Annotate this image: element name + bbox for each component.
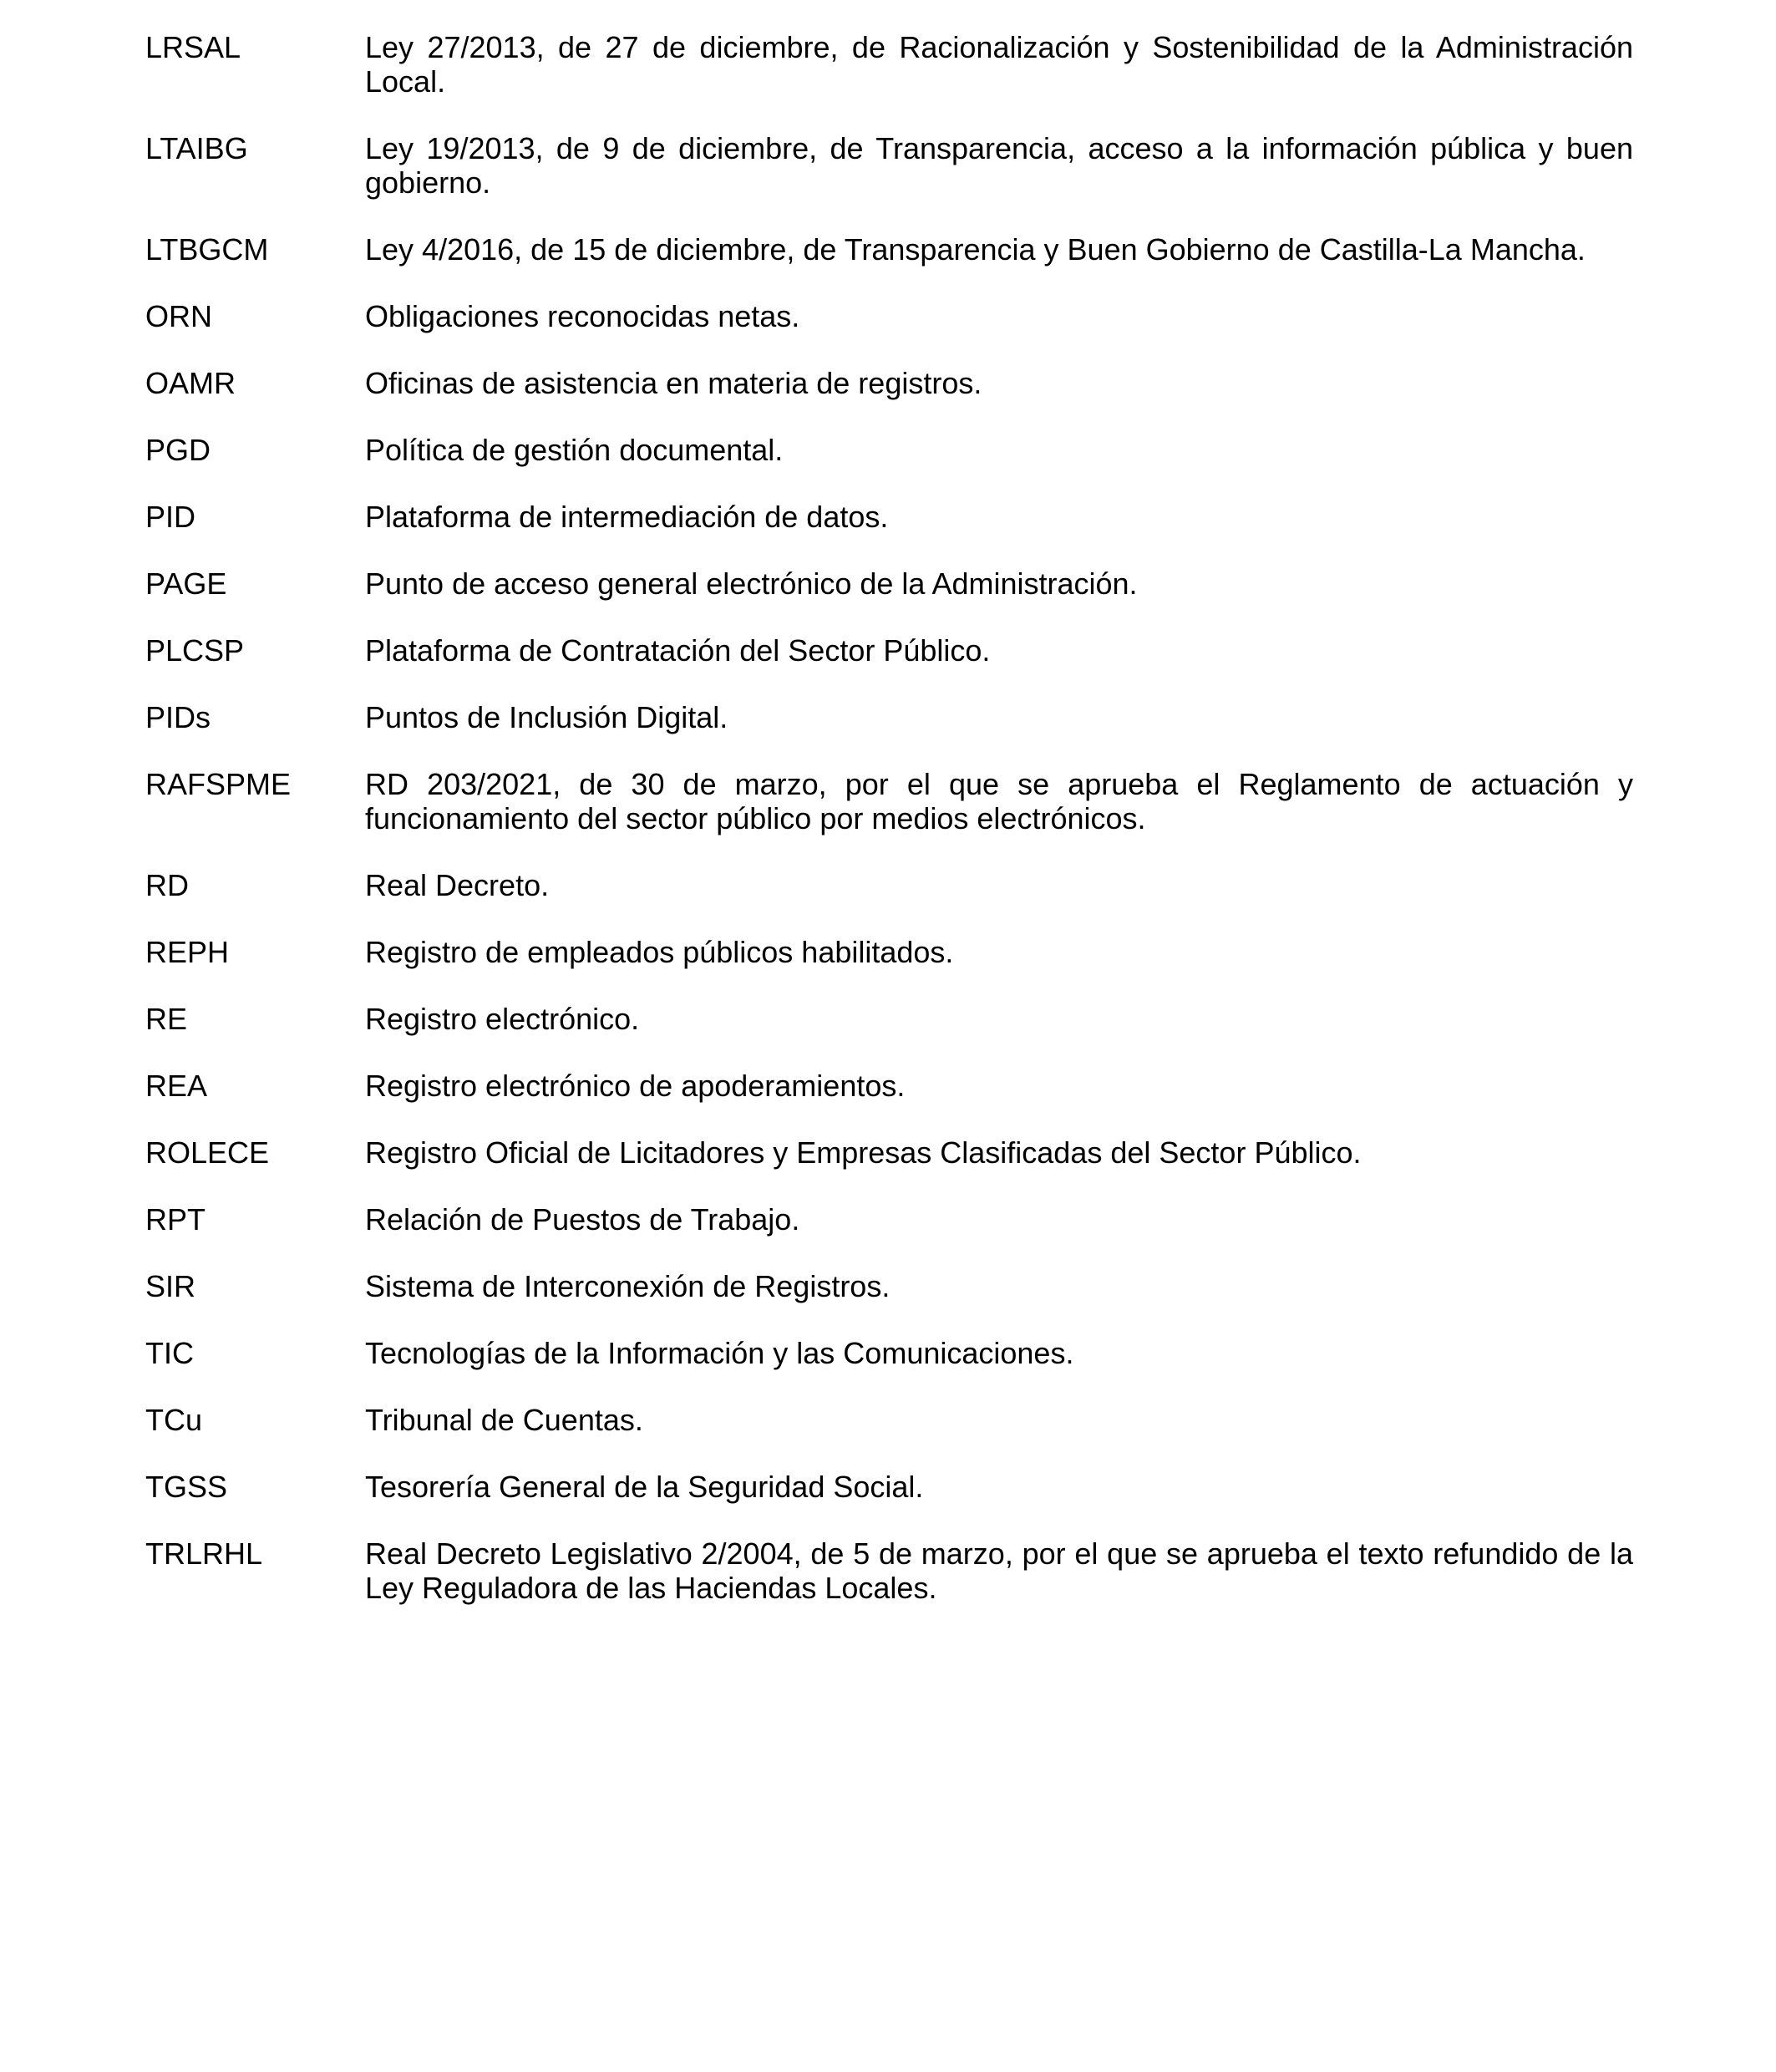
- abbreviation-term: TCu: [145, 1403, 203, 1437]
- abbreviation-definition: Registro electrónico de apoderamientos.: [365, 1069, 906, 1103]
- glossary-entry-tcu: [145, 1403, 1633, 1437]
- abbreviation-definition: Registro electrónico.: [365, 1002, 640, 1036]
- abbreviation-definition: Sistema de Interconexión de Registros.: [365, 1269, 891, 1303]
- abbreviation-term: PIDs: [145, 700, 211, 734]
- abbreviation-term: LTAIBG: [145, 131, 248, 165]
- abbreviation-term: LRSAL: [145, 30, 241, 64]
- abbreviation-term: PGD: [145, 433, 211, 467]
- abbreviation-definition: Ley 19/2013, de 9 de diciembre, de Transparencia, acceso a la información pública y buen gobierno.: [365, 131, 1633, 200]
- abbreviation-term: ROLECE: [145, 1135, 270, 1170]
- abbreviation-definition: Oficinas de asistencia en materia de registros.: [365, 366, 982, 400]
- glossary-entry-plcsp: [145, 633, 1633, 668]
- abbreviation-definition: Plataforma de Contratación del Sector Público.: [365, 633, 991, 668]
- abbreviation-definition: Tecnologías de la Información y las Comunicaciones.: [365, 1336, 1074, 1370]
- glossary-entry-pid: [145, 500, 1633, 534]
- abbreviation-term: OAMR: [145, 366, 236, 400]
- abbreviations-glossary: [145, 30, 1633, 1638]
- abbreviation-definition: Tesorería General de la Seguridad Social.: [365, 1470, 924, 1504]
- glossary-entry-re: [145, 1002, 1633, 1036]
- glossary-entry-trlrhl: [145, 1536, 1633, 1605]
- abbreviation-definition: Registro de empleados públicos habilitados.: [365, 935, 954, 969]
- abbreviation-term: TIC: [145, 1336, 194, 1370]
- glossary-entry-rea: [145, 1069, 1633, 1103]
- abbreviation-definition: Obligaciones reconocidas netas.: [365, 299, 800, 333]
- abbreviation-term: TRLRHL: [145, 1536, 263, 1571]
- abbreviation-definition: Ley 27/2013, de 27 de diciembre, de Racionalización y Sostenibilidad de la Administración Local.: [365, 30, 1633, 99]
- abbreviation-definition: Punto de acceso general electrónico de la Administración.: [365, 566, 1138, 601]
- glossary-entry-rd: [145, 868, 1633, 902]
- abbreviation-term: RE: [145, 1002, 188, 1036]
- abbreviation-definition: Tribunal de Cuentas.: [365, 1403, 643, 1437]
- glossary-entry-ltaibg: [145, 131, 1633, 200]
- glossary-entry-page: [145, 566, 1633, 601]
- abbreviation-term: RPT: [145, 1202, 206, 1237]
- abbreviation-definition: Real Decreto Legislativo 2/2004, de 5 de marzo, por el que se aprueba el texto refundido de la Ley Reguladora de las Haciendas Locales.: [365, 1536, 1633, 1605]
- glossary-entry-rolece: [145, 1135, 1633, 1170]
- abbreviation-term: SIR: [145, 1269, 196, 1303]
- glossary-entry-ltbgcm: [145, 232, 1633, 267]
- abbreviation-term: TGSS: [145, 1470, 228, 1504]
- abbreviation-term: ORN: [145, 299, 212, 333]
- abbreviation-term: RAFSPME: [145, 767, 292, 801]
- abbreviation-definition: Relación de Puestos de Trabajo.: [365, 1202, 800, 1237]
- abbreviation-term: PAGE: [145, 566, 227, 601]
- glossary-entry-pgd: [145, 433, 1633, 467]
- abbreviation-definition: Ley 4/2016, de 15 de diciembre, de Transparencia y Buen Gobierno de Castilla-La Mancha.: [365, 232, 1586, 267]
- abbreviation-term: REPH: [145, 935, 230, 969]
- abbreviation-definition: Política de gestión documental.: [365, 433, 784, 467]
- glossary-entry-oamr: [145, 366, 1633, 400]
- abbreviation-term: PLCSP: [145, 633, 245, 668]
- glossary-entry-rpt: [145, 1202, 1633, 1237]
- abbreviation-definition: Puntos de Inclusión Digital.: [365, 700, 728, 734]
- glossary-entry-lrsal: [145, 30, 1633, 99]
- glossary-entry-tgss: [145, 1470, 1633, 1504]
- glossary-entry-pids: [145, 700, 1633, 734]
- glossary-entry-rafspme: [145, 767, 1633, 835]
- glossary-entry-tic: [145, 1336, 1633, 1370]
- abbreviation-term: PID: [145, 500, 196, 534]
- abbreviation-term: LTBGCM: [145, 232, 269, 267]
- glossary-entry-reph: [145, 935, 1633, 969]
- abbreviation-definition: RD 203/2021, de 30 de marzo, por el que se aprueba el Reglamento de actuación y funcionamiento del sector público por medios electrónicos.: [365, 767, 1633, 835]
- abbreviation-term: RD: [145, 868, 189, 902]
- abbreviation-definition: Plataforma de intermediación de datos.: [365, 500, 889, 534]
- abbreviation-definition: Real Decreto.: [365, 868, 550, 902]
- glossary-entry-orn: [145, 299, 1633, 333]
- abbreviation-definition: Registro Oficial de Licitadores y Empresas Clasificadas del Sector Público.: [365, 1135, 1362, 1170]
- abbreviation-term: REA: [145, 1069, 208, 1103]
- glossary-entry-sir: [145, 1269, 1633, 1303]
